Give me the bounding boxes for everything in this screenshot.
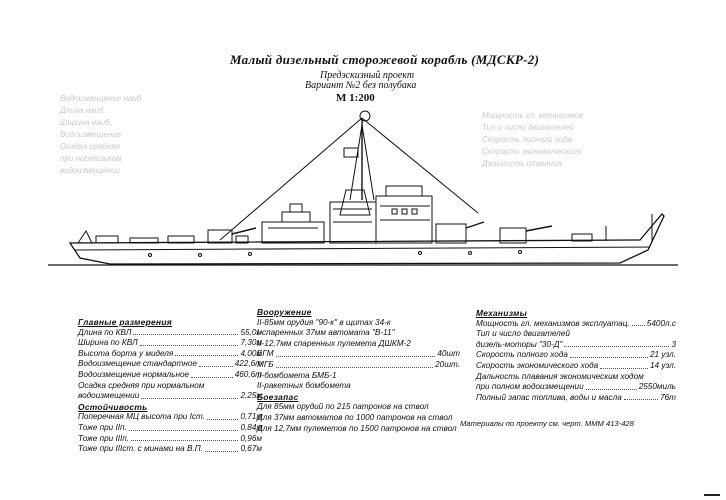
spec-value: 2,25м: [240, 391, 262, 401]
spec-row: [78, 391, 262, 402]
stability-heading: Остойчивость: [78, 401, 148, 412]
spec-label: МГБ: [257, 359, 274, 369]
spec-value: 422,6т: [234, 359, 262, 369]
ghost-line: Осадка средняя: [60, 142, 120, 151]
spec-label: Тип и число двигателей: [476, 329, 570, 339]
armament-heading: Вооружение: [257, 307, 312, 317]
spec-label: Водоизмещение нормальное: [78, 369, 190, 379]
spec-label: Скорость экономического хода: [476, 360, 599, 370]
ammo-heading: Боезапас: [257, 391, 299, 402]
spec-row: [476, 340, 676, 351]
machinery-block: [476, 308, 676, 403]
spec-label: II-12,7мм спаренных пулемета ДШКМ-2: [257, 338, 411, 348]
spec-label: II-85мм орудия "90-к" в щитах 34-к: [257, 317, 391, 327]
ammo-row: Для 37мм автоматов по 1000 патронов на ствол: [257, 412, 453, 422]
spec-value: 4,00м: [240, 348, 262, 358]
spec-row: [257, 371, 460, 382]
spec-row: [476, 319, 676, 330]
spec-row: [78, 338, 262, 349]
aft-gun-shield: [208, 230, 232, 243]
ghost-line: Ширина наиб.: [60, 118, 112, 127]
spec-value: 14 узл.: [650, 360, 676, 370]
spec-row: [78, 434, 262, 445]
spec-label: Длина по КВЛ: [78, 327, 132, 337]
reference-note: Материалы по проекту см. черт. МММ 413-428: [460, 419, 634, 428]
mast-stay-fore: [362, 118, 478, 213]
spec-row: [257, 328, 460, 339]
spec-label: БГМ: [257, 349, 274, 359]
aft-deckhouse: [282, 212, 310, 222]
spec-label: Тоже при IIIст. с минами на В.П.: [78, 444, 203, 454]
spec-value: 460,6т: [234, 369, 262, 379]
spec-label: Тоже при IIп.: [78, 422, 127, 432]
spec-row: [78, 359, 262, 370]
machinery-heading: Механизмы: [476, 308, 528, 318]
ghost-line: Водоизмещение наиб.: [60, 94, 144, 103]
spec-label: Водоизмещение стандартное: [78, 359, 197, 369]
spec-label: Поперечная МЦ высота при Iст.: [78, 412, 205, 422]
spec-row: [476, 350, 676, 361]
drawing-variant: Вариант №2 без полубака: [305, 80, 417, 91]
ghost-line: водоизмещении: [60, 166, 120, 175]
spec-value: 0,96м: [240, 433, 262, 443]
spec-label: Дальность плавания экономическим ходом: [476, 371, 644, 381]
spec-row: [476, 372, 676, 383]
spec-value: 0,84м: [240, 422, 262, 432]
fore-gun-barrel: [526, 226, 552, 231]
spec-label: Осадка средняя при нормальном: [78, 380, 205, 390]
spec-value: 20шт.: [435, 359, 460, 369]
corner-mark: [704, 494, 720, 496]
spec-value: 0,67м: [240, 444, 262, 454]
aft-mg-mount: [290, 204, 302, 212]
ghost-line: Скорость экономического: [482, 147, 582, 156]
ghost-line: при нормальном: [60, 154, 122, 163]
aft-gun-barrel: [232, 228, 256, 234]
spec-label: II-ракетных бомбомета: [257, 381, 351, 391]
spec-value: 76т: [660, 392, 676, 402]
spec-value: 7,30м: [240, 338, 262, 348]
deck-line: [74, 247, 650, 250]
bridge-deck: [386, 186, 422, 196]
stern-flag: [78, 231, 92, 243]
spec-row: [78, 381, 262, 392]
spec-value: 55,0м: [240, 327, 262, 337]
spec-row: [476, 393, 676, 404]
spec-label: Тоже при IIIп.: [78, 433, 130, 443]
ghost-line: Водоизмещение: [60, 130, 122, 139]
spec-label: Полный запас топлива, воды и масла: [476, 392, 622, 402]
ghost-line: Тип и число двигателей: [482, 123, 574, 132]
spec-row: [257, 381, 460, 392]
armament-block: [257, 307, 460, 434]
spec-row: [476, 361, 676, 372]
ammo-row: Для 85мм орудий по 215 патронов на ствол: [257, 402, 429, 412]
drawing-scale: М 1:200: [336, 92, 375, 104]
spec-label: Скорость полного хода: [476, 350, 568, 360]
spec-row: [78, 412, 262, 423]
spec-row: [78, 423, 262, 434]
spec-label: I-спаренных 37мм автомата "В-11": [257, 328, 395, 338]
mast-top-light: [360, 111, 370, 121]
spec-value: 40шт: [437, 349, 460, 359]
spec-value: 2550миль: [638, 382, 676, 392]
ghost-line: Дальность плавания: [482, 159, 562, 168]
spec-row: [78, 370, 262, 381]
spec-row: [78, 328, 262, 339]
spec-value: 21 узл.: [650, 350, 676, 360]
spec-value: 0,71м: [240, 412, 262, 422]
fore-37mm-mount: [436, 224, 466, 243]
spec-label: дизель-моторы "30-Д": [476, 339, 563, 349]
ghost-line: Скорость полного хода: [482, 135, 572, 144]
spec-label: II-бомбомета БМБ-1: [257, 370, 337, 380]
spec-row: [257, 360, 460, 371]
spec-row: [257, 318, 460, 329]
spec-label: водоизмещении: [78, 391, 140, 401]
spec-label: Мощность гл. механизмов эксплуатац.: [476, 318, 630, 328]
radar-antenna: [344, 148, 358, 157]
spec-value: 3: [671, 339, 676, 349]
spec-row: [78, 444, 262, 455]
spec-label: Ширина по КВЛ: [78, 338, 138, 348]
spec-label: при полном водоизмещении: [476, 382, 584, 392]
ammo-row: Для 12,7мм пулеметов по 1500 патронов на ствол: [257, 423, 457, 433]
spec-row: [257, 349, 460, 360]
ghost-line: Мощность гл. механизмов: [482, 111, 584, 120]
drawing-title: Малый дизельный сторожевой корабль (МДСКР-2): [230, 52, 540, 67]
spec-row: [78, 349, 262, 360]
spec-label: Высота борта у миделя: [78, 348, 174, 358]
ghost-line: Длина наиб.: [60, 106, 106, 115]
spec-row: [476, 382, 676, 393]
spec-row: [257, 339, 460, 350]
stern-bomb-thrower: [96, 236, 118, 243]
aft-superstructure: [262, 222, 324, 243]
drawing-subtitle: Предэскизный проект: [320, 70, 415, 81]
spec-value: 5400л.с: [646, 318, 676, 328]
spec-row: [476, 329, 676, 340]
main-dimensions-block: [78, 317, 262, 455]
main-dimensions-heading: Главные размерения: [78, 317, 173, 327]
